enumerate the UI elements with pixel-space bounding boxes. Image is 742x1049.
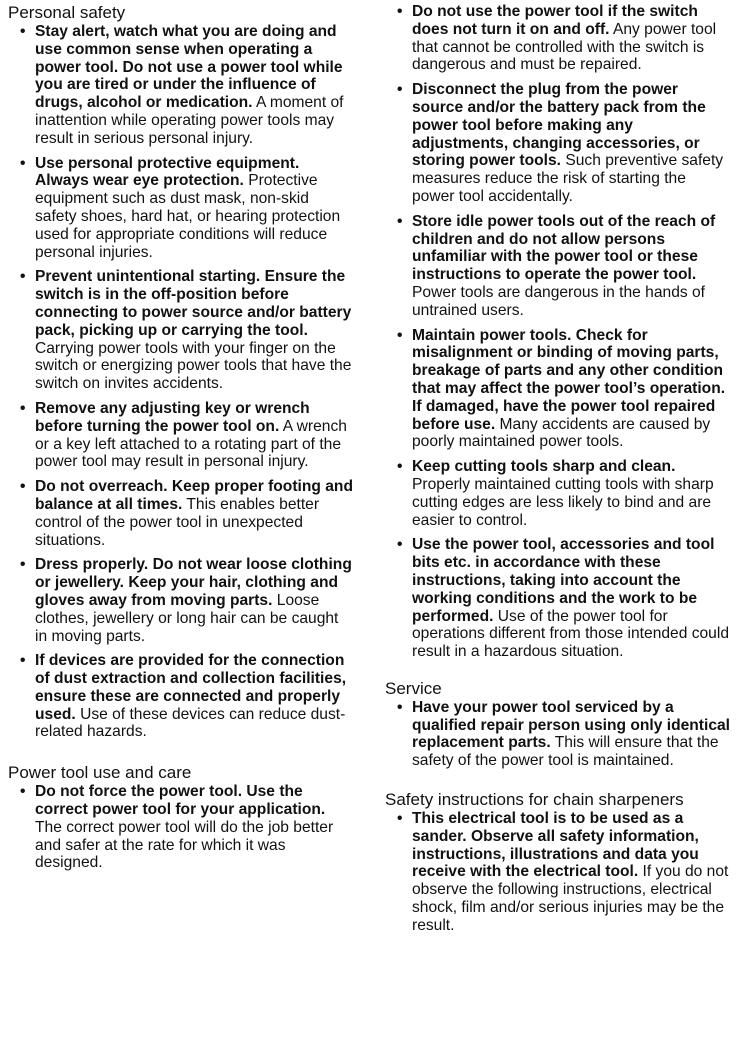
- section-title-power-tool-use: Power tool use and care: [8, 763, 192, 783]
- list-item: • Keep cutting tools sharp and clean. Properly maintained cutting tools with sharp cutting edges are less likely to bind and are easier to control.: [385, 458, 732, 529]
- section-title-chain-sharpeners: Safety instructions for chain sharpeners: [385, 790, 684, 810]
- list-item: • Do not overreach. Keep proper footing and balance at all times. This enables better control of the power tool in unexpected situations.: [8, 478, 353, 549]
- list-item: • Use personal protective equipment. Always wear eye protection. Protective equipment such as dust mask, non-skid safety shoes, hard hat, or hearing protection used for appropriate conditions will reduce personal injuries.: [8, 155, 353, 262]
- list-item: • Disconnect the plug from the power source and/or the battery pack from the power tool before making any adjustments, changing accessories, or storing power tools. Such preventive safety measures reduce the risk of starting the power tool accidentally.: [385, 81, 732, 206]
- list-item: • Stay alert, watch what you are doing and use common sense when operating a power tool. Do not use a power tool while you are tired or under the influence of drugs, alcohol or medication. A moment of inattention while operating power tools may result in serious personal injury.: [8, 23, 353, 148]
- list-item: • If devices are provided for the connection of dust extraction and collection facilities, ensure these are connected and properly used. Use of these devices can reduce dust-related hazards.: [8, 652, 353, 741]
- list-item: • Do not use the power tool if the switch does not turn it on and off. Any power tool that cannot be controlled with the switch is dangerous and must be repaired.: [385, 3, 732, 74]
- list-item: • Store idle power tools out of the reach of children and do not allow persons unfamiliar with the power tool or these instructions to operate the power tool. Power tools are dangerous in the hands of untrained users.: [385, 213, 732, 320]
- list-item: • Do not force the power tool. Use the correct power tool for your application. The correct power tool will do the job better and safer at the rate for which it was designed.: [8, 783, 353, 872]
- personal-safety-list: [8, 23, 353, 741]
- list-item: • Remove any adjusting key or wrench before turning the power tool on. A wrench or a key left attached to a rotating part of the power tool may result in personal injury.: [8, 400, 353, 471]
- left-column: [8, 0, 353, 879]
- chain-sharpeners-list: [385, 810, 732, 935]
- right-column: [385, 0, 732, 942]
- list-item: • Use the power tool, accessories and tool bits etc. in accordance with these instructions, taking into account the working conditions and the work to be performed. Use of the power tool for operations different from those intended could result in a hazardous situation.: [385, 536, 732, 661]
- power-tool-use-continued-list: [385, 3, 732, 661]
- list-item: • Dress properly. Do not wear loose clothing or jewellery. Keep your hair, clothing and gloves away from moving parts. Loose clothes, jewellery or long hair can be caught in moving parts.: [8, 556, 353, 645]
- section-title-service: Service: [385, 678, 442, 698]
- section-title-personal-safety: Personal safety: [8, 3, 126, 22]
- service-list: [385, 699, 732, 770]
- power-tool-use-list: [8, 783, 353, 872]
- list-item: • This electrical tool is to be used as a sander. Observe all safety information, instructions, illustrations and data you receive with the electrical tool. If you do not observe the following instructions, electrical shock, film and/or serious injuries may be the result.: [385, 810, 732, 935]
- list-item: • Prevent unintentional starting. Ensure the switch is in the off-position before connecting to power source and/or battery pack, picking up or carrying the tool. Carrying power tools with your finger on the switch or energizing power tools that have the switch on invites accidents.: [8, 268, 353, 393]
- list-item: • Maintain power tools. Check for misalignment or binding of moving parts, breakage of parts and any other condition that may affect the power tool’s operation. If damaged, have the power tool repaired before use. Many accidents are caused by poorly maintained power tools.: [385, 327, 732, 452]
- list-item: • Have your power tool serviced by a qualified repair person using only identical replacement parts. This will ensure that the safety of the power tool is maintained.: [385, 699, 732, 770]
